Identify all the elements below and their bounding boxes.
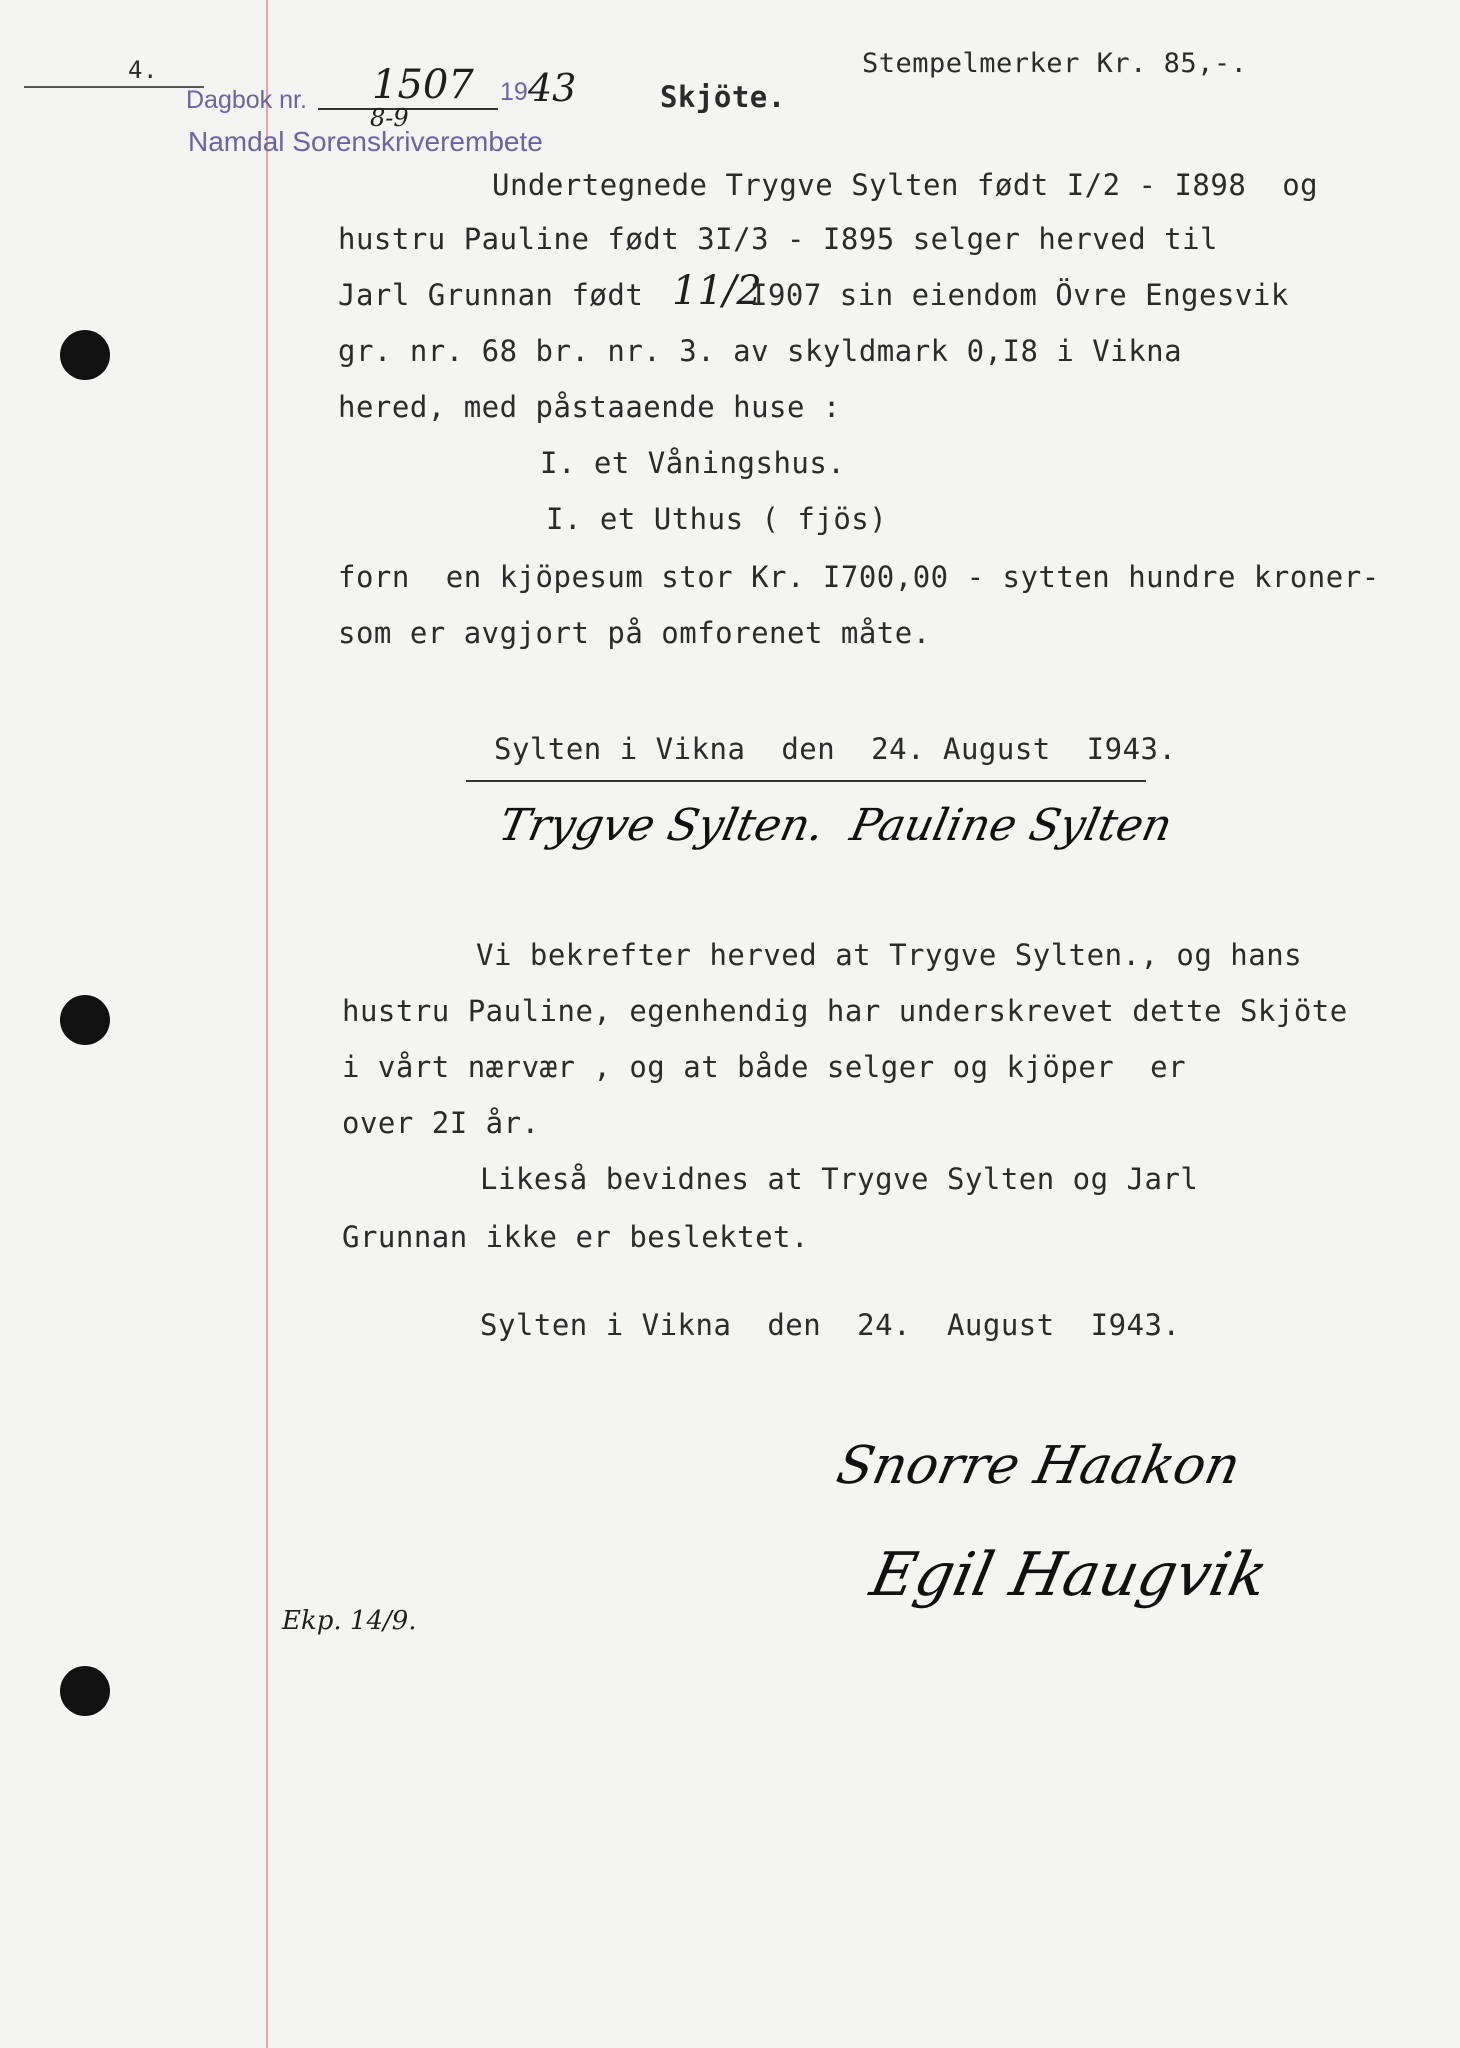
place-date-2: Sylten i Vikna den 24. August I943. xyxy=(480,1308,1181,1342)
witness-signature-2: Egil Haugvik xyxy=(864,1540,1274,1610)
witness-line-4: over 2I år. xyxy=(342,1106,540,1140)
witness-line-5: Likeså bevidnes at Trygve Sylten og Jarl xyxy=(480,1162,1199,1196)
journal-date: 8-9 xyxy=(370,104,409,132)
document-title: Skjöte. xyxy=(660,80,786,114)
office-stamp: Namdal Sorenskriverembete xyxy=(188,126,543,157)
body-line-9: som er avgjort på omforenet måte. xyxy=(338,616,931,650)
header-rule xyxy=(24,86,204,88)
journal-number: 1507 xyxy=(372,62,474,108)
page-number: 4. xyxy=(128,56,158,84)
witness-line-6: Grunnan ikke er beslektet. xyxy=(342,1220,809,1254)
place-date-1: Sylten i Vikna den 24. August I943. xyxy=(494,732,1177,766)
buyer-birth-date: 11/2 xyxy=(672,268,762,314)
body-line-5: hered, med påstaaende huse : xyxy=(338,390,841,424)
body-line-3-rest: I907 sin eiendom Övre Engesvik xyxy=(750,278,1289,312)
witness-line-1: Vi bekrefter herved at Trygve Sylten., og hans xyxy=(476,938,1303,972)
journal-year-prefix: 19 xyxy=(500,78,528,106)
red-margin-line xyxy=(266,0,268,2048)
body-line-2: hustru Pauline født 3I/3 - I895 selger herved til xyxy=(338,222,1219,256)
journal-year-suffix: 43 xyxy=(528,66,577,110)
punch-hole-icon xyxy=(60,995,110,1045)
punch-hole-icon xyxy=(60,330,110,380)
seller-signatures: Trygve Sylten. Pauline Sylten xyxy=(494,800,1177,851)
witness-line-3: i vårt nærvær , og at både selger og kjöper er xyxy=(342,1050,1187,1084)
body-line-3: Jarl Grunnan født xyxy=(338,278,644,312)
body-line-8: forn en kjöpesum stor Kr. I700,00 - sytten hundre kroner- xyxy=(338,560,1380,594)
journal-stamp-label: Dagbok nr. xyxy=(186,86,307,114)
margin-note: Ekp. 14/9. xyxy=(282,1606,417,1636)
body-line-4: gr. nr. 68 br. nr. 3. av skyldmark 0,I8 i Vikna xyxy=(338,334,1183,368)
punch-hole-icon xyxy=(60,1666,110,1716)
witness-line-2: hustru Pauline, egenhendig har underskrevet dette Skjöte xyxy=(342,994,1348,1028)
building-item-1: I. et Våningshus. xyxy=(540,446,846,480)
building-item-2: I. et Uthus ( fjös) xyxy=(546,502,888,536)
stamp-fee: Stempelmerker Kr. 85,-. xyxy=(862,48,1248,79)
body-line-1: Undertegnede Trygve Sylten født I/2 - I898 og xyxy=(492,168,1319,202)
signature-rule xyxy=(466,780,1146,782)
witness-signature-1: Snorre Haakon xyxy=(831,1436,1246,1496)
